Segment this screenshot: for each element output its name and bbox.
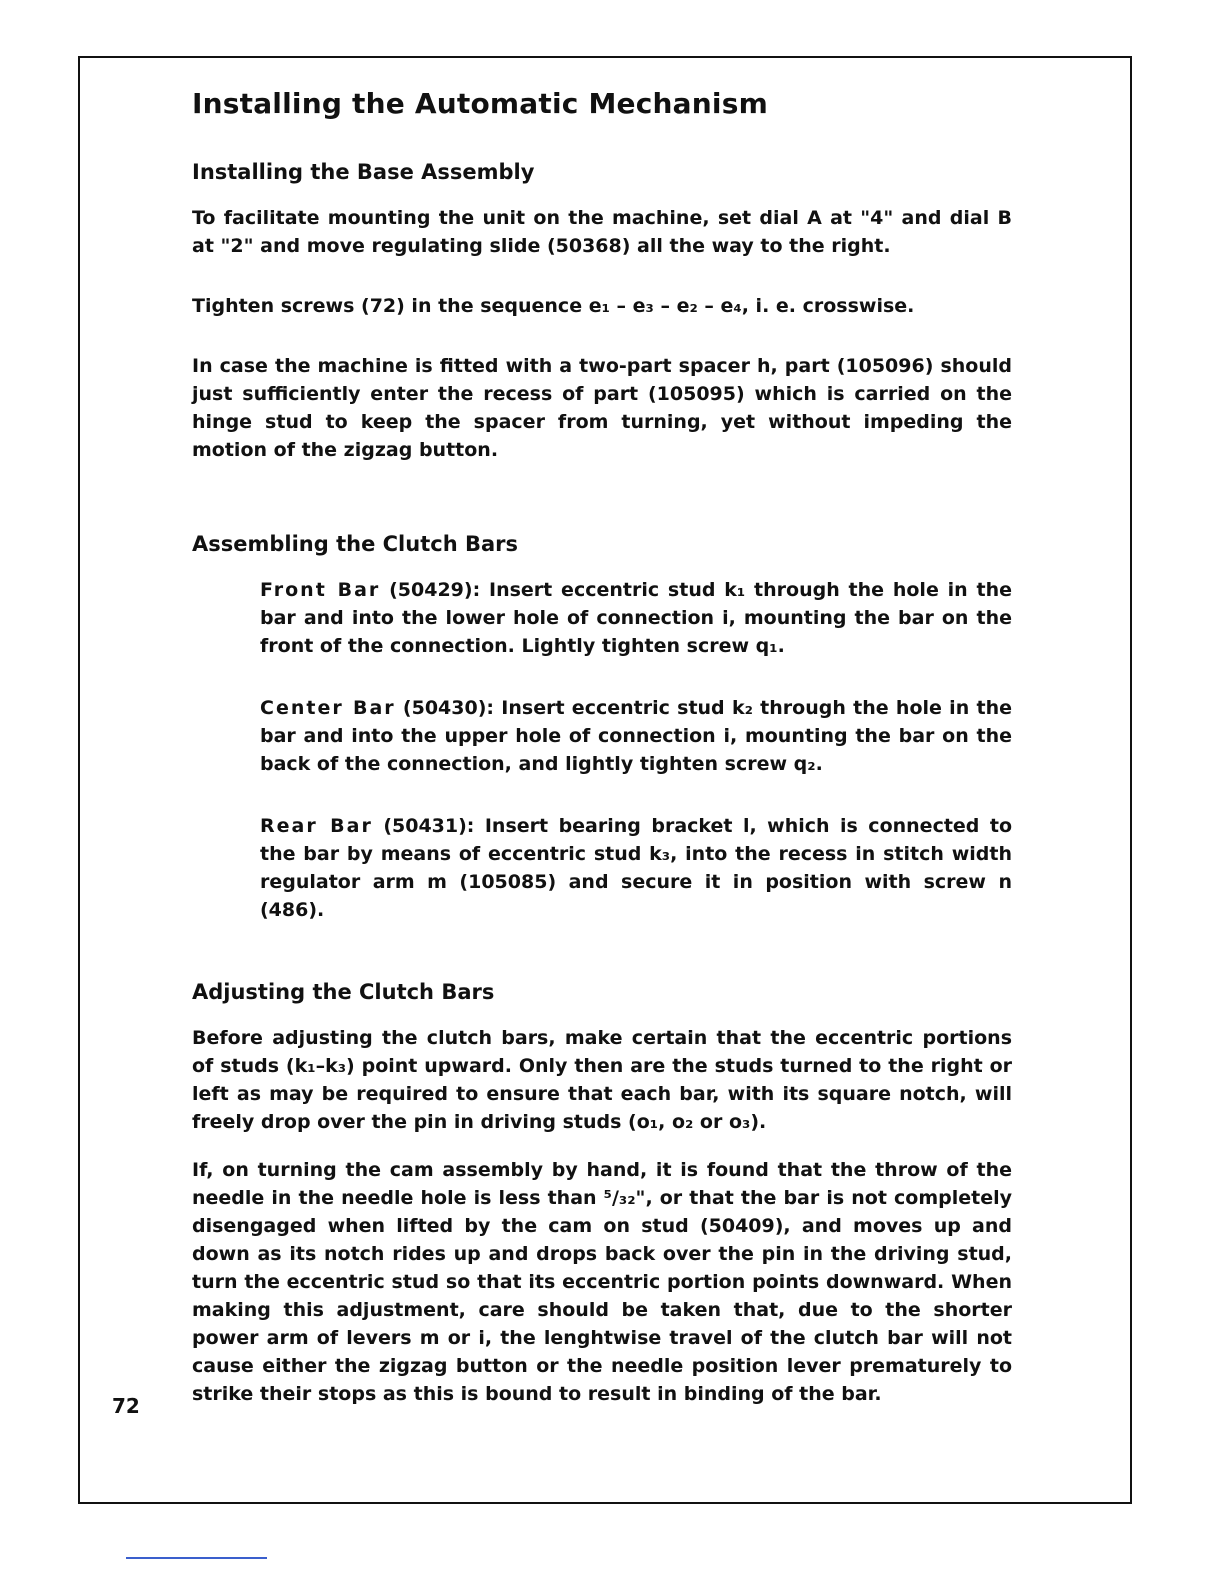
paragraph-spacer: In case the machine is fitted with a two-part spacer h, part (105096) should just sufficiently enter the recess of part (105095) which is carried on the hinge stud to keep the spacer from turning, yet without impeding the motion of the zigzag button. — [192, 355, 1012, 461]
rear-bar-label: Rear Bar — [260, 815, 373, 837]
bottom-link-underline — [126, 1557, 267, 1559]
section-heading-assembling-clutch-bars: Assembling the Clutch Bars — [192, 532, 518, 556]
page-title: Installing the Automatic Mechanism — [192, 87, 768, 120]
paragraph-rear-bar — [260, 812, 1012, 924]
center-bar-label: Center Bar — [260, 697, 396, 719]
section-heading-adjusting-clutch-bars: Adjusting the Clutch Bars — [192, 980, 495, 1004]
page-number: 72 — [112, 1394, 140, 1418]
paragraph-adjusting-studs: Before adjusting the clutch bars, make certain that the eccentric portions of studs (k₁–k₃) point upward. Only then are the studs turned to the right or left as may be required to ensure that each bar, with its square notch, will freely drop over the pin in driving studs (o₁, o₂ or o₃). — [192, 1027, 1012, 1133]
center-bar-text: (50430): Insert eccentric stud k₂ through the hole in the bar and into the upper hole of connection i, mounting the bar on the back of the connection, and lightly tighten screw q₂. — [260, 697, 1012, 775]
paragraph-dial-setting: To facilitate mounting the unit on the machine, set dial A at "4" and dial B at "2" and move regulating slide (50368) all the way to the right. — [192, 207, 1012, 257]
section-heading-base-assembly: Installing the Base Assembly — [192, 160, 535, 184]
rear-bar-text: (50431): Insert bearing bracket l, which is connected to the bar by means of eccentric stud k₃, into the recess in stitch width regulator arm m (105085) and secure it in position with screw n (486). — [260, 815, 1013, 921]
front-bar-label: Front Bar — [260, 579, 381, 601]
paragraph-cam-assembly: If, on turning the cam assembly by hand, it is found that the throw of the needle in the needle hole is less than ⁵/₃₂", or that the bar is not completely disengaged when lifted by the cam on stud (50409), and moves up and down as its notch rides up and drops back over the pin in the driving stud, turn the eccentric stud so that its eccentric portion points downward. When making this adjustment, care should be taken that, due to the shorter power arm of levers m or i, the lenghtwise travel of the clutch bar will not cause either the zigzag button or the needle position lever prematurely to strike their stops as this is bound to result in binding of the bar. — [192, 1159, 1012, 1405]
paragraph-front-bar — [260, 576, 1012, 660]
page-content — [192, 84, 1012, 1408]
page-frame — [78, 56, 1132, 1504]
paragraph-center-bar — [260, 694, 1012, 778]
paragraph-screw-sequence: Tighten screws (72) in the sequence e₁ – e₃ – e₂ – e₄, i. e. crosswise. — [192, 295, 915, 317]
front-bar-text: (50429): Insert eccentric stud k₁ through the hole in the bar and into the lower hole of connection i, mounting the bar on the front of the connection. Lightly tighten screw q₁. — [260, 579, 1012, 657]
